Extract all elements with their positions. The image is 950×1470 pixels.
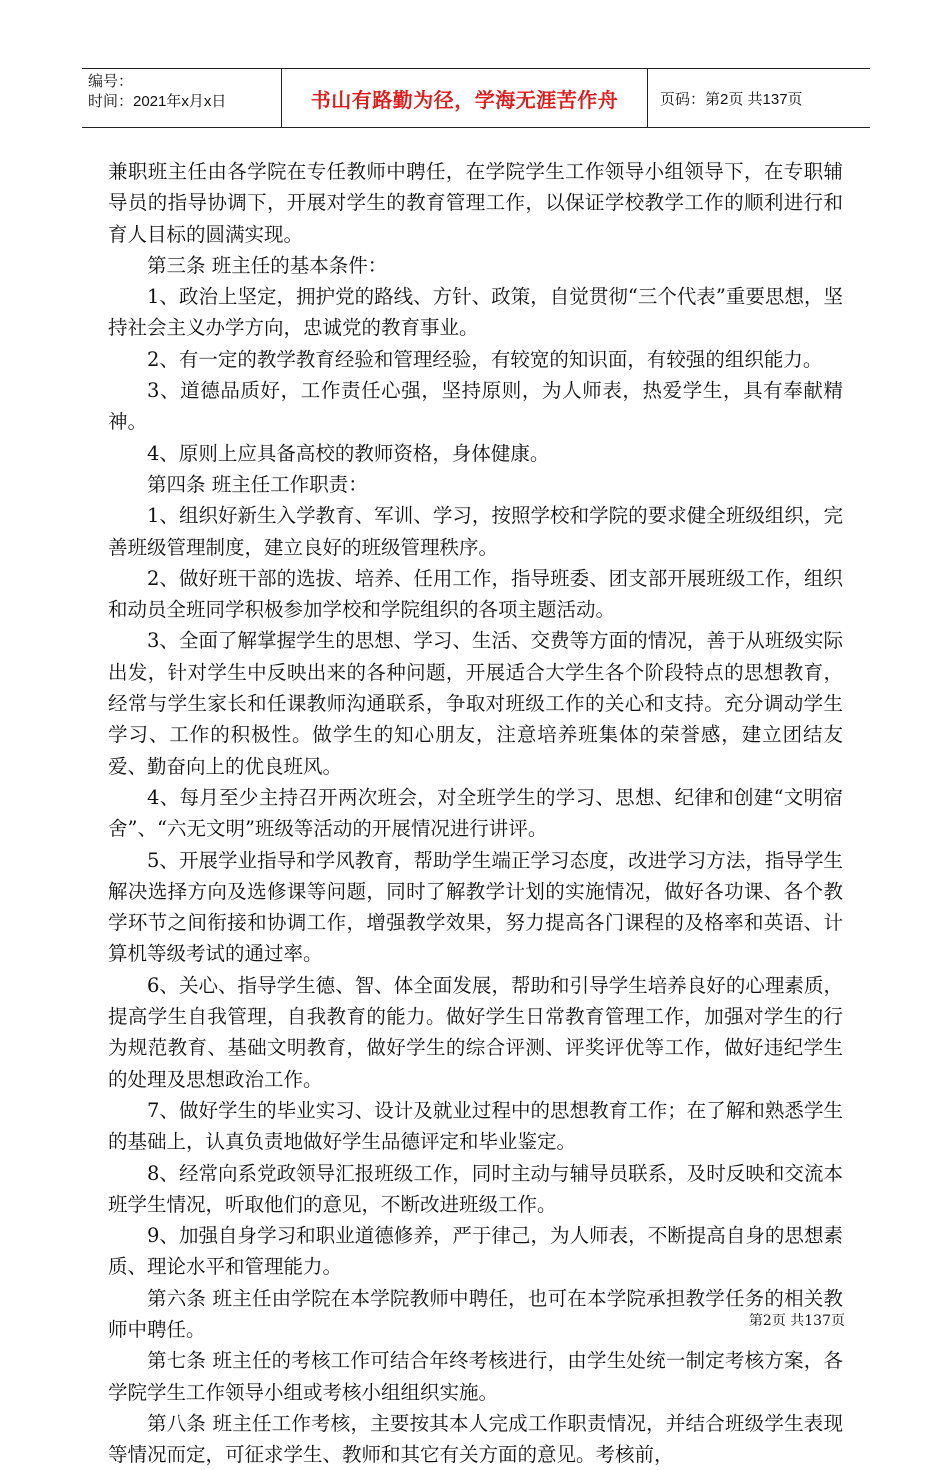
body-paragraph: 8、经常向系党政领导汇报班级工作，同时主动与辅导员联系，及时反映和交流本班学生情况，听取他们的意见，不断改进班级工作。: [108, 1161, 843, 1216]
date-label: 时间：2021年x月x日: [88, 93, 227, 110]
header-meta: [82, 69, 282, 127]
body-paragraph: 4、原则上应具备高校的教师资格，身体健康。: [147, 441, 550, 465]
body-paragraph: 第八条 班主任工作考核，主要按其本人完成工作职责情况，并结合班级学生表现等情况而定，可征求学生、教师和其它有关方面的意见。考核前，: [108, 1411, 843, 1467]
body-paragraph: 第三条 班主任的基本条件：: [147, 253, 388, 277]
page-footer: 第2页 共137页: [748, 1313, 845, 1329]
body-paragraph: 第六条 班主任由学院在本学院教师中聘任，也可在本学院承担教学任务的相关教师中聘任。: [108, 1286, 843, 1341]
body-paragraph: 第四条 班主任工作职责：: [147, 472, 368, 496]
body-paragraph: 3、道德品质好，工作责任心强，坚持原则，为人师表，热爱学生，具有奉献精神。: [108, 379, 843, 434]
body-paragraph: 9、加强自身学习和职业道德修养，严于律己，为人师表，不断提高自身的思想素质、理论水平和管理能力。: [108, 1224, 843, 1279]
body-paragraph: 3、全面了解掌握学生的思想、学习、生活、交费等方面的情况，善于从班级实际出发，针对学生中反映出来的各种问题，开展适合大学生各个阶段特点的思想教育，经常与学生家长和任课教师沟通联系，争取对班级工作的关心和支持。充分调动学生学习、工作的积极性。做学生的知心朋友，注意培养班集体的荣誉感，建立团结友爱、勤奋向上的优良班风。: [108, 629, 843, 778]
body-paragraph: 4、每月至少主持召开两次班会，对全班学生的学习、思想、纪律和创建“文明宿舍”、“六无文明”班级等活动的开展情况进行讲评。: [108, 785, 843, 841]
body-paragraph: 2、做好班干部的选拔、培养、任用工作，指导班委、团支部开展班级工作，组织和动员全班同学积极参加学校和学院组织的各项主题活动。: [108, 566, 843, 622]
header-motto: 书山有路勤为径，学海无涯苦作舟: [282, 69, 648, 127]
body-paragraph: 1、组织好新生入学教育、军训、学习，按照学校和学院的要求健全班级组织，完善班级管理制度，建立良好的班级管理秩序。: [108, 504, 843, 559]
body-paragraph: 6、关心、指导学生德、智、体全面发展，帮助和引导学生培养良好的心理素质，提高学生自我管理，自我教育的能力。做好学生日常教育管理工作，加强对学生的行为规范教育、基础文明教育，做好学生的综合评测、评奖评优等工作，做好违纪学生的处理及思想政治工作。: [108, 973, 843, 1091]
body-paragraph: 5、开展学业指导和学风教育，帮助学生端正学习态度，改进学习方法，指导学生解决选择方向及选修课等问题，同时了解教学计划的实施情况，做好各功课、各个教学环节之间衔接和协调工作，增强教学效果，努力提高各门课程的及格率和英语、计算机等级考试的通过率。: [108, 848, 843, 966]
body-paragraph: 第七条 班主任的考核工作可结合年终考核进行，由学生处统一制定考核方案，各学院学生工作领导小组或考核小组组织实施。: [108, 1349, 843, 1404]
body-paragraph: 兼职班主任由各学院在专任教师中聘任，在学院学生工作领导小组领导下，在专职辅导员的指导协调下，开展对学生的教育管理工作，以保证学校教学工作的顺利进行和育人目标的圆满实现。: [108, 160, 843, 246]
page-header: [82, 68, 870, 128]
body-paragraph: 7、做好学生的毕业实习、设计及就业过程中的思想教育工作；在了解和熟悉学生的基础上，认真负责地做好学生品德评定和毕业鉴定。: [108, 1098, 843, 1154]
body-paragraph: 2、有一定的教学教育经验和管理经验，有较宽的知识面，有较强的组织能力。: [147, 347, 823, 371]
serial-label: 编号：: [88, 73, 134, 90]
header-page-label: 页码：第2页 共137页: [660, 90, 803, 108]
body-paragraph: 1、政治上坚定，拥护党的路线、方针、政策，自觉贯彻“三个代表”重要思想，坚持社会主义办学方向，忠诚党的教育事业。: [108, 285, 843, 340]
document-body: [108, 156, 843, 1470]
